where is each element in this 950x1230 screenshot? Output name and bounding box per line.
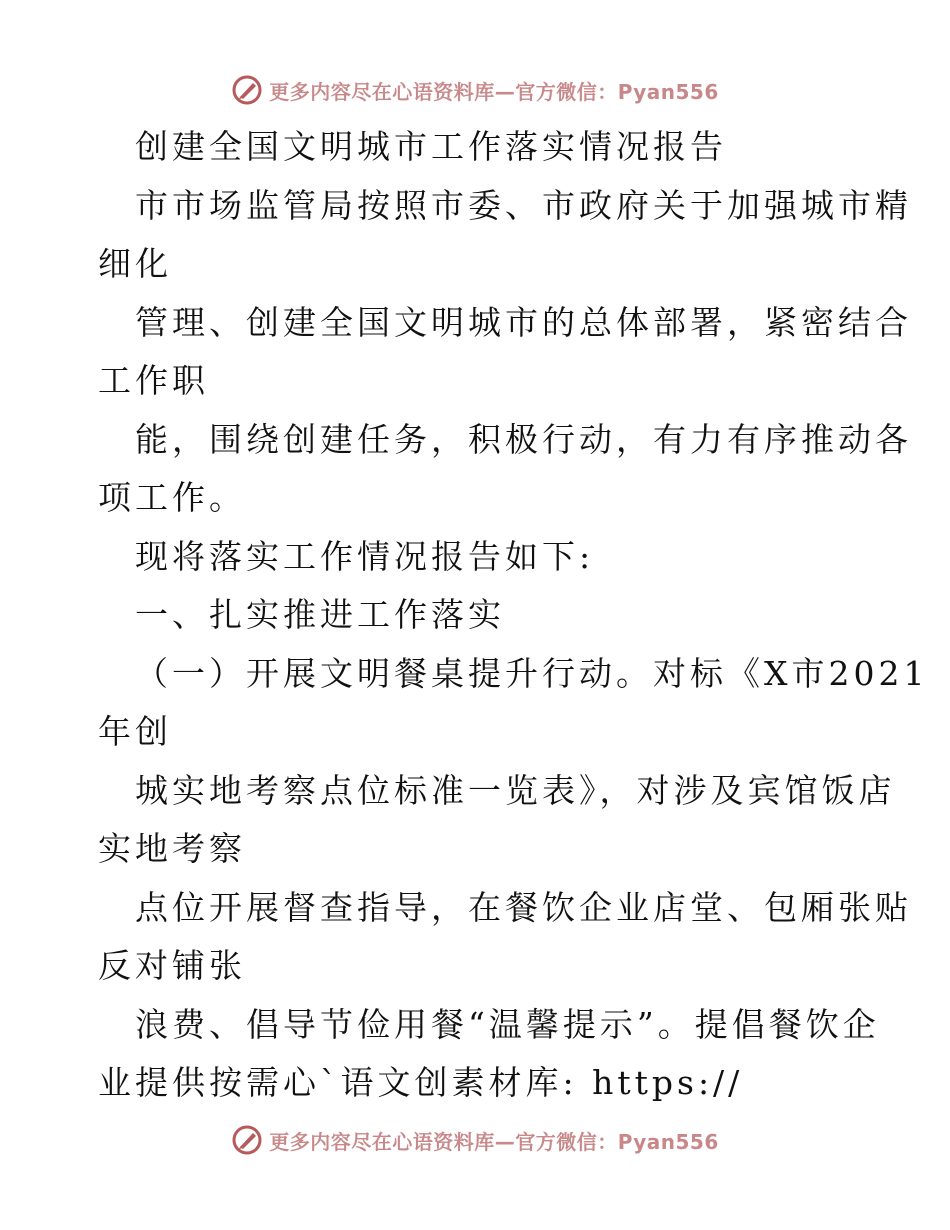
document-line: 一、扎实推进工作落实 bbox=[135, 595, 505, 634]
document-line: 点位开展督查指导，在餐饮企业店堂、包厢张贴 bbox=[135, 887, 912, 927]
watermark-footer bbox=[0, 1120, 950, 1160]
quill-seal-icon bbox=[231, 74, 263, 106]
document-line: 浪费、倡导节俭用餐“温馨提示”。提倡餐饮企 bbox=[135, 1004, 880, 1044]
watermark-text: 更多内容尽在心语资料库—官方微信：Pyan556 bbox=[269, 1129, 719, 1154]
document-line: 创建全国文明城市工作落实情况报告 bbox=[135, 127, 727, 166]
watermark-header bbox=[0, 70, 950, 110]
document-line: 反对铺张 bbox=[98, 946, 246, 985]
document-line: 细化 bbox=[98, 244, 172, 283]
document-line: 工作职 bbox=[98, 361, 209, 400]
document-line: 年创 bbox=[98, 712, 172, 751]
watermark-text: 更多内容尽在心语资料库—官方微信：Pyan556 bbox=[269, 79, 719, 104]
document-line: 市市场监管局按照市委、市政府关于加强城市精 bbox=[135, 185, 912, 225]
document-line: 实地考察 bbox=[98, 829, 246, 868]
document-line: 项工作。 bbox=[98, 478, 246, 517]
document-line: 业提供按需心`语文创素材库: https:// bbox=[98, 1063, 744, 1102]
document-line: （一）开展文明餐桌提升行动。对标《X市2021 bbox=[135, 653, 929, 693]
document-line: 能，围绕创建任务，积极行动，有力有序推动各 bbox=[135, 419, 912, 459]
quill-seal-icon bbox=[231, 1124, 263, 1156]
document-line: 管理、创建全国文明城市的总体部署，紧密结合 bbox=[135, 302, 912, 342]
document-body bbox=[98, 118, 929, 1113]
document-line: 现将落实工作情况报告如下: bbox=[135, 536, 595, 576]
document-line: 城实地考察点位标准一览表》，对涉及宾馆饭店 bbox=[135, 770, 896, 810]
